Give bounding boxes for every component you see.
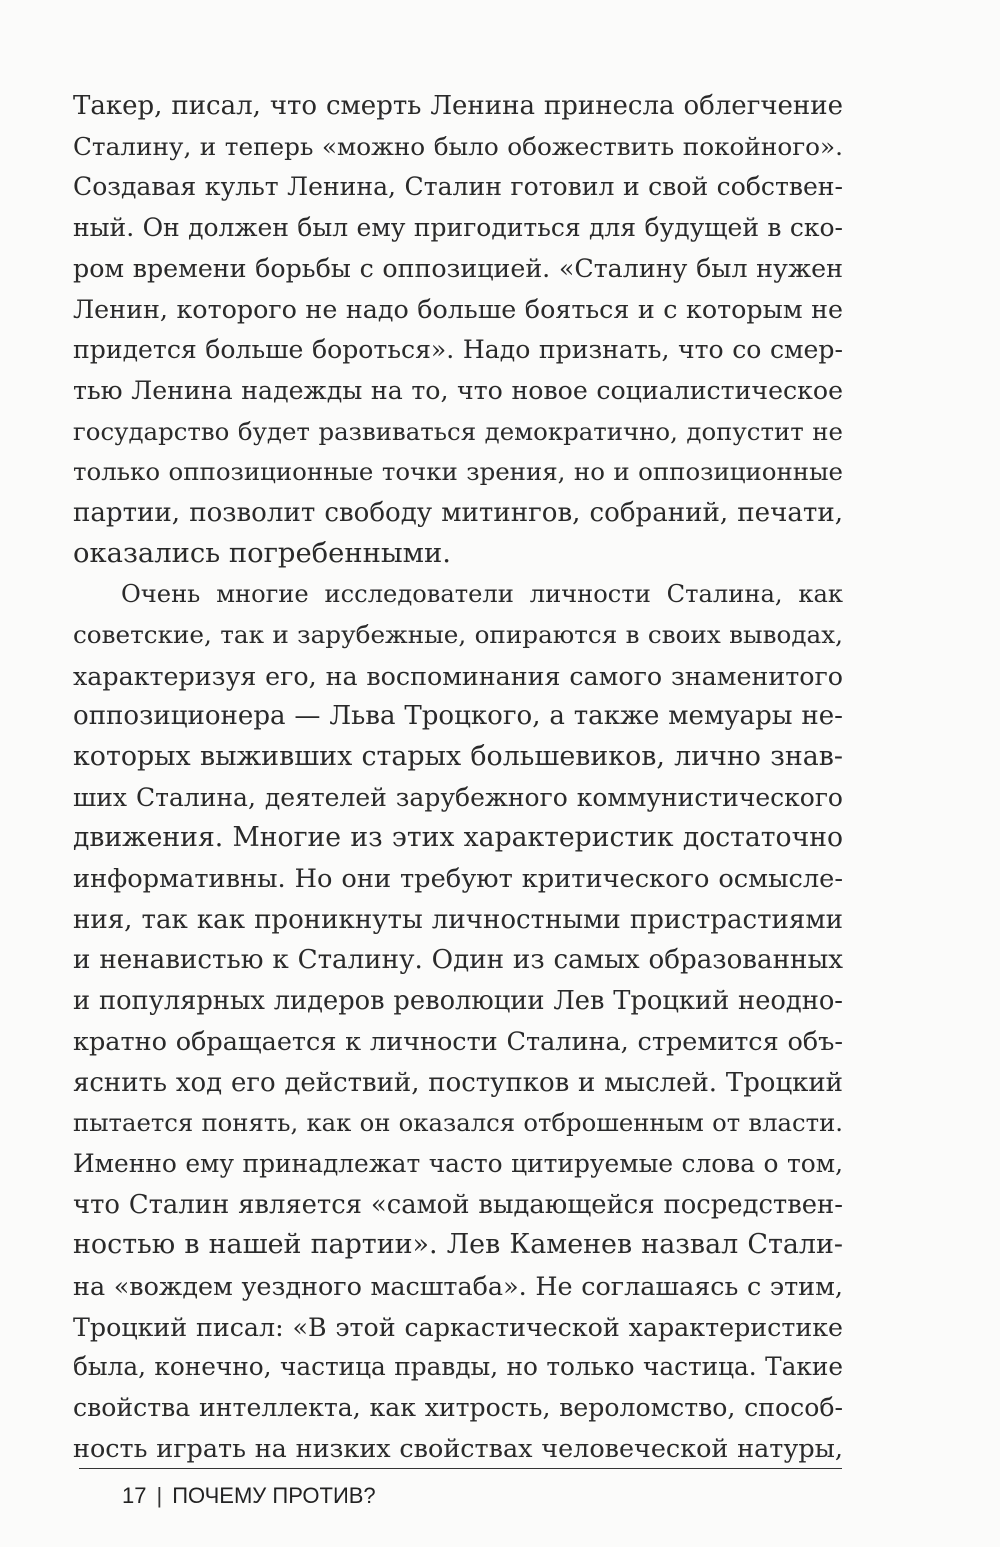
text-line: пытается понять, как он оказался отброшенным от власти. [73,1108,843,1138]
text-line: оказались погребенными. [73,537,451,569]
text-line: только оппозиционные точки зрения, но и оппозиционные [73,457,843,487]
body-text [73,86,843,1469]
text-line: Троцкий писал: «В этой саркастической характеристике [73,1311,843,1342]
footer-separator: | [156,1483,163,1508]
text-line: ный. Он должен был ему пригодиться для будущей в ско- [73,213,843,243]
footer-divider [79,1468,842,1469]
text-line: ностью в нашей партии». Лев Каменев назвал Стали- [73,1229,843,1261]
paragraph-2 [73,574,843,1469]
text-line: информативны. Но они требуют критического осмысле- [73,864,843,895]
text-line: партии, позволит свободу митингов, собраний, печати, [73,497,843,528]
text-line: Именно ему принадлежат часто цитируемые слова о том, [73,1148,843,1178]
text-line: советские, так и зарубежные, опираются в своих выводах, [73,619,843,649]
text-line: и ненавистью к Сталину. Один из самых образованных [73,945,843,976]
running-title: ПОЧЕМУ ПРОТИВ? [172,1483,376,1508]
text-line: кратно обращается к личности Сталина, стремится объ- [73,1026,843,1057]
text-line: Такер, писал, что смерть Ленина принесла облегчение [73,91,843,121]
text-line: движения. Многие из этих характеристик достаточно [73,822,843,854]
text-line: яснить ход его действий, поступков и мыслей. Троцкий [73,1067,843,1098]
page-footer [122,1480,376,1512]
paragraph-1 [73,86,843,574]
text-line: ния, так как проникнуты личностными пристрастиями [73,904,843,935]
text-line: Создавая культ Ленина, Сталин готовил и свой собствен- [73,172,843,202]
text-line: на «вождем уездного масштаба». Не соглашаясь с этим, [73,1270,843,1301]
text-line: свойства интеллекта, как хитрость, вероломство, способ- [73,1393,843,1422]
page-number: 17 [122,1483,147,1508]
text-line: оппозиционера — Льва Троцкого, а также мемуары не- [73,701,843,732]
text-line: Ленин, которого не надо больше бояться и с которым не [73,294,843,325]
text-line: которых выживших старых большевиков, лично знав- [73,741,843,772]
text-line: что Сталин является «самой выдающейся посредствен- [73,1189,843,1220]
text-line: Очень многие исследователи личности Сталина, как [121,580,843,609]
text-line: характеризуя его, на воспоминания самого знаменитого [73,660,843,691]
text-line: ность играть на низких свойствах человеческой натуры, [73,1433,843,1464]
text-line: тью Ленина надежды на то, что новое социалистическое [73,375,843,405]
text-line: ших Сталина, деятелей зарубежного коммунистического [73,782,843,812]
text-line: и популярных лидеров революции Лев Троцкий неодно- [73,986,843,1017]
text-line: государство будет развиваться демократично, допустит не [73,416,843,446]
text-line: Сталину, и теперь «можно было обожествить покойного». [73,131,843,161]
text-line: ром времени борьбы с оппозицией. «Сталину был нужен [73,253,843,283]
text-line: была, конечно, частица правды, но только частица. Такие [73,1352,843,1382]
text-line: придется больше бороться». Надо признать, что со смер- [73,335,843,365]
